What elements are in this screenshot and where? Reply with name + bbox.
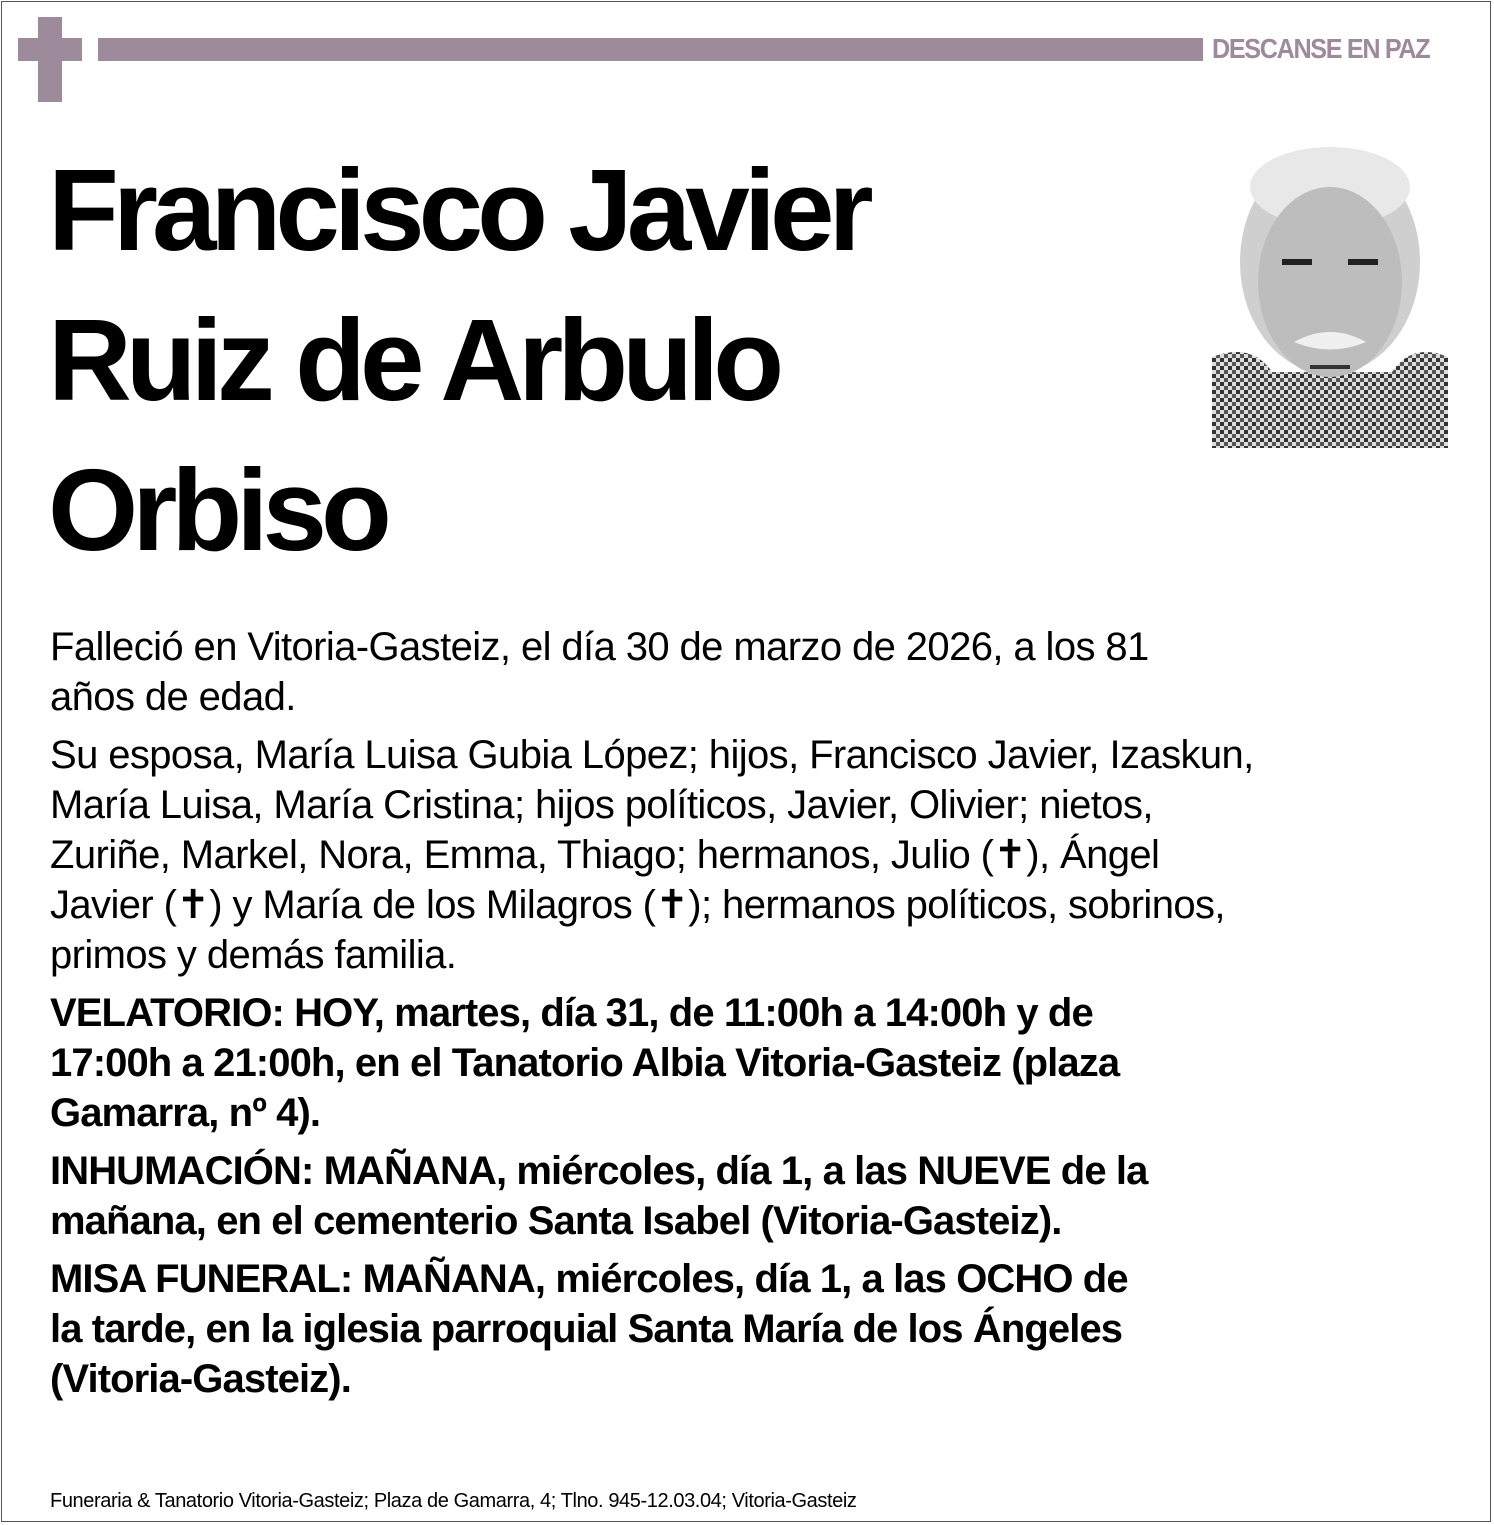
name-line: Ruiz de Arbulo <box>48 295 779 425</box>
header-label: DESCANSE EN PAZ <box>1212 33 1430 64</box>
death-notice <box>50 622 1470 722</box>
text-line: María Luisa, María Cristina; hijos políticos, Javier, Olivier; nietos, <box>50 783 1153 827</box>
funeral-home-footer: Funeraria & Tanatorio Vitoria-Gasteiz; Plaza de Gamarra, 4; Tlno. 945-12.03.04; Vitoria-Gasteiz <box>50 1490 857 1512</box>
wake-info <box>50 988 1470 1138</box>
header-rule <box>98 38 1203 61</box>
obituary-body <box>50 622 1470 1412</box>
text-line: Su esposa, María Luisa Gubia López; hijos, Francisco Javier, Izaskun, <box>50 733 1254 777</box>
family-list <box>50 730 1470 980</box>
text-line: VELATORIO: HOY, martes, día 31, de 11:00h a 14:00h y de <box>50 991 1093 1035</box>
text-line: Javier (✝) y María de los Milagros (✝); hermanos políticos, sobrinos, <box>50 883 1225 927</box>
deceased-name <box>48 135 868 585</box>
text-line: (Vitoria-Gasteiz). <box>50 1357 351 1401</box>
funeral-mass-info <box>50 1254 1470 1404</box>
name-line: Orbiso <box>48 445 386 575</box>
text-line: Gamarra, nº 4). <box>50 1091 321 1135</box>
portrait-photo <box>1212 142 1448 448</box>
name-line: Francisco Javier <box>48 145 868 275</box>
text-line: primos y demás familia. <box>50 933 457 977</box>
text-line: años de edad. <box>50 675 296 719</box>
text-line: la tarde, en la iglesia parroquial Santa María de los Ángeles <box>50 1307 1123 1351</box>
cross-icon-bar <box>18 38 82 61</box>
text-line: Falleció en Vitoria-Gasteiz, el día 30 de marzo de 2026, a los 81 <box>50 625 1149 669</box>
burial-info <box>50 1146 1470 1246</box>
text-line: mañana, en el cementerio Santa Isabel (Vitoria-Gasteiz). <box>50 1199 1062 1243</box>
text-line: INHUMACIÓN: MAÑANA, miércoles, día 1, a las NUEVE de la <box>50 1149 1148 1193</box>
text-line: MISA FUNERAL: MAÑANA, miércoles, día 1, a las OCHO de <box>50 1257 1128 1301</box>
text-line: Zuriñe, Markel, Nora, Emma, Thiago; hermanos, Julio (✝), Ángel <box>50 833 1160 877</box>
text-line: 17:00h a 21:00h, en el Tanatorio Albia Vitoria-Gasteiz (plaza <box>50 1041 1120 1085</box>
